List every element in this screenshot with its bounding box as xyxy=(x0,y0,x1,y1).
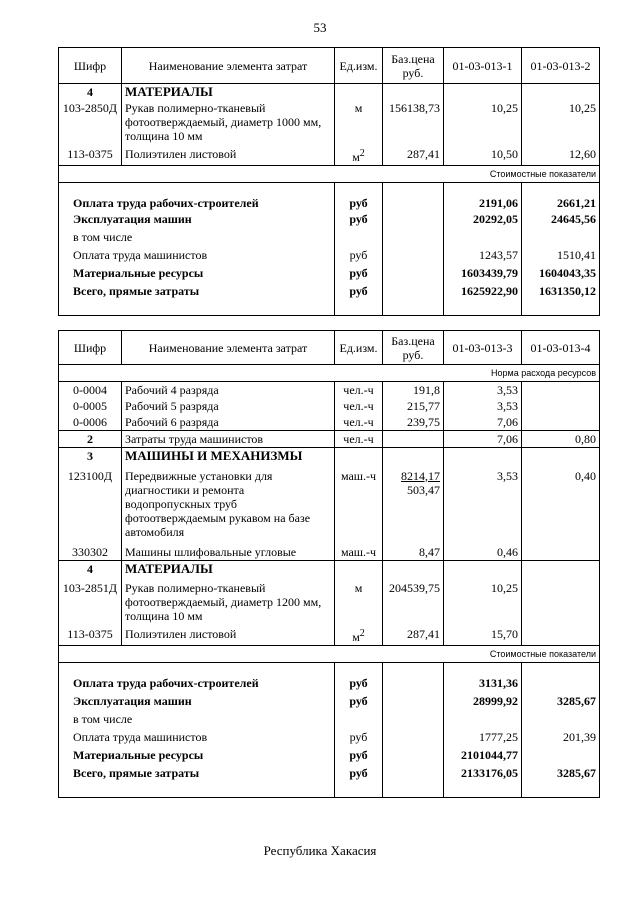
row-unit xyxy=(335,146,383,166)
table-row xyxy=(59,414,600,431)
table-header-row xyxy=(59,48,600,84)
summary-label: Эксплуатация машин xyxy=(59,693,335,711)
summary-value-1: 2133176,05 xyxy=(444,765,522,783)
summary-unit: руб xyxy=(335,747,383,765)
row-name: Передвижные установки для диагностики и ремонта водопропускных труб фотоотверждаемым рукавом на базе автомобиля xyxy=(122,468,335,544)
price-underlined: 8214,17 xyxy=(401,468,440,483)
header-name: Наименование элемента затрат xyxy=(122,331,335,365)
row-price: 287,41 xyxy=(383,626,444,646)
table-row xyxy=(59,580,600,626)
row-value-1: 7,06 xyxy=(444,431,522,448)
row-code: 123100Д xyxy=(59,468,122,544)
row-unit xyxy=(335,626,383,646)
header-base-price: Баз.цена руб. xyxy=(383,331,444,365)
summary-value-1: 3131,36 xyxy=(444,675,522,693)
summary-value-1: 1625922,90 xyxy=(444,283,522,301)
row-value-2: 12,60 xyxy=(522,146,600,166)
section-title: МАШИНЫ И МЕХАНИЗМЫ xyxy=(122,448,335,468)
row-unit: чел.-ч xyxy=(335,398,383,414)
cost-table-1 xyxy=(58,47,600,316)
summary-value-1: 1603439,79 xyxy=(444,265,522,283)
summary-label: Оплата труда рабочих-строителей xyxy=(59,195,335,211)
row-price: 215,77 xyxy=(383,398,444,414)
row-price: 287,41 xyxy=(383,146,444,166)
summary-unit: руб xyxy=(335,765,383,783)
row-value-2 xyxy=(522,398,600,414)
header-name: Наименование элемента затрат xyxy=(122,48,335,84)
row-price: 191,8 xyxy=(383,382,444,399)
section-code: 3 xyxy=(59,448,122,468)
table-row xyxy=(59,100,600,146)
row-code: 0-0006 xyxy=(59,414,122,431)
row-unit: м xyxy=(335,100,383,146)
summary-row xyxy=(59,693,600,711)
unit-sup: 2 xyxy=(359,628,365,639)
summary-label: Материальные ресурсы xyxy=(59,747,335,765)
header-code: Шифр xyxy=(59,48,122,84)
price-second: 503,47 xyxy=(407,482,440,497)
row-price: 204539,75 xyxy=(383,580,444,626)
row-value-2: 0,80 xyxy=(522,431,600,448)
summary-label: Эксплуатация машин xyxy=(59,211,335,229)
summary-unit: руб xyxy=(335,729,383,747)
summary-value-1: 2101044,77 xyxy=(444,747,522,765)
row-value-1: 0,46 xyxy=(444,544,522,561)
row-price: 156138,73 xyxy=(383,100,444,146)
summary-value-2: 3285,67 xyxy=(522,693,600,711)
summary-row xyxy=(59,195,600,211)
header-col2: 01-03-013-2 xyxy=(522,48,600,84)
row-value-1: 3,53 xyxy=(444,398,522,414)
summary-row xyxy=(59,247,600,265)
unit-sup: 2 xyxy=(359,148,365,159)
summary-row xyxy=(59,265,600,283)
summary-value-2 xyxy=(522,675,600,693)
table-row xyxy=(59,398,600,414)
cost-table-2 xyxy=(58,330,600,798)
section-title: МАТЕРИАЛЫ xyxy=(122,560,335,580)
row-price xyxy=(383,431,444,448)
header-unit: Ед.изм. xyxy=(335,48,383,84)
row-code: 330302 xyxy=(59,544,122,561)
row-code: 113-0375 xyxy=(59,626,122,646)
norm-note: Норма расхода ресурсов xyxy=(59,365,600,382)
row-name: Полиэтилен листовой xyxy=(122,626,335,646)
summary-label: в том числе xyxy=(59,229,335,247)
row-unit: чел.-ч xyxy=(335,431,383,448)
row-name: Рукав полимерно-тканевый фотоотверждаемый, диаметр 1000 мм, толщина 10 мм xyxy=(122,100,335,146)
cost-note-row xyxy=(59,166,600,183)
row-value-2: 10,25 xyxy=(522,100,600,146)
summary-row xyxy=(59,229,600,247)
row-value-2 xyxy=(522,382,600,399)
summary-value-1: 1243,57 xyxy=(444,247,522,265)
table-header-row xyxy=(59,331,600,365)
summary-label: Оплата труда машинистов xyxy=(59,729,335,747)
unit-text: м xyxy=(352,630,360,644)
summary-value-2: 201,39 xyxy=(522,729,600,747)
row-price xyxy=(383,468,444,544)
unit-text: м xyxy=(352,150,360,164)
row-value-1: 10,50 xyxy=(444,146,522,166)
summary-label: Всего, прямые затраты xyxy=(59,283,335,301)
summary-row xyxy=(59,283,600,301)
summary-label: Оплата труда машинистов xyxy=(59,247,335,265)
row-value-2 xyxy=(522,544,600,561)
table-row xyxy=(59,431,600,448)
row-value-1: 3,53 xyxy=(444,382,522,399)
cost-note: Стоимостные показатели xyxy=(59,166,600,183)
summary-value-1: 20292,05 xyxy=(444,211,522,229)
section-code: 4 xyxy=(59,560,122,580)
header-col1: 01-03-013-3 xyxy=(444,331,522,365)
summary-unit: руб xyxy=(335,247,383,265)
row-value-1: 10,25 xyxy=(444,100,522,146)
row-value-2: 0,40 xyxy=(522,468,600,544)
row-value-2 xyxy=(522,414,600,431)
row-code: 2 xyxy=(59,431,122,448)
row-unit: маш.-ч xyxy=(335,544,383,561)
summary-value-2: 1631350,12 xyxy=(522,283,600,301)
summary-row xyxy=(59,747,600,765)
row-value-2 xyxy=(522,580,600,626)
row-name: Полиэтилен листовой xyxy=(122,146,335,166)
row-name: Рукав полимерно-тканевый фотоотверждаемый, диаметр 1200 мм, толщина 10 мм xyxy=(122,580,335,626)
header-col1: 01-03-013-1 xyxy=(444,48,522,84)
row-code: 113-0375 xyxy=(59,146,122,166)
section-row xyxy=(59,560,600,580)
row-unit: маш.-ч xyxy=(335,468,383,544)
summary-row xyxy=(59,675,600,693)
row-value-1: 15,70 xyxy=(444,626,522,646)
header-unit: Ед.изм. xyxy=(335,331,383,365)
summary-unit: руб xyxy=(335,693,383,711)
section-title: МАТЕРИАЛЫ xyxy=(122,84,335,101)
summary-unit: руб xyxy=(335,211,383,229)
row-code: 103-2850Д xyxy=(59,100,122,146)
norm-note-row xyxy=(59,365,600,382)
row-price: 239,75 xyxy=(383,414,444,431)
summary-unit: руб xyxy=(335,675,383,693)
summary-label: Материальные ресурсы xyxy=(59,265,335,283)
row-name: Рабочий 4 разряда xyxy=(122,382,335,399)
summary-row xyxy=(59,711,600,729)
summary-value-2 xyxy=(522,747,600,765)
header-col2: 01-03-013-4 xyxy=(522,331,600,365)
cost-note: Стоимостные показатели xyxy=(59,646,600,663)
row-value-1: 7,06 xyxy=(444,414,522,431)
section-code: 4 xyxy=(59,84,122,101)
table-row xyxy=(59,626,600,646)
row-name: Рабочий 5 разряда xyxy=(122,398,335,414)
summary-row xyxy=(59,729,600,747)
summary-unit: руб xyxy=(335,195,383,211)
header-base-price: Баз.цена руб. xyxy=(383,48,444,84)
summary-value-1: 28999,92 xyxy=(444,693,522,711)
row-value-1: 3,53 xyxy=(444,468,522,544)
table-row xyxy=(59,146,600,166)
section-row xyxy=(59,84,600,101)
row-name: Рабочий 6 разряда xyxy=(122,414,335,431)
summary-value-2: 1604043,35 xyxy=(522,265,600,283)
row-unit: м xyxy=(335,580,383,626)
section-row xyxy=(59,448,600,468)
table-row xyxy=(59,382,600,399)
row-code: 103-2851Д xyxy=(59,580,122,626)
row-name: Машины шлифовальные угловые xyxy=(122,544,335,561)
summary-label: Оплата труда рабочих-строителей xyxy=(59,675,335,693)
summary-value-1: 2191,06 xyxy=(444,195,522,211)
summary-value-2: 24645,56 xyxy=(522,211,600,229)
summary-label: Всего, прямые затраты xyxy=(59,765,335,783)
row-name: Затраты труда машинистов xyxy=(122,431,335,448)
summary-unit: руб xyxy=(335,283,383,301)
row-unit: чел.-ч xyxy=(335,382,383,399)
table-row xyxy=(59,468,600,544)
row-code: 0-0005 xyxy=(59,398,122,414)
row-code: 0-0004 xyxy=(59,382,122,399)
summary-value-2: 2661,21 xyxy=(522,195,600,211)
page-number: 53 xyxy=(313,20,327,35)
row-value-1: 10,25 xyxy=(444,580,522,626)
table-row xyxy=(59,544,600,561)
summary-unit: руб xyxy=(335,265,383,283)
footer-region: Республика Хакасия xyxy=(263,843,377,858)
summary-value-2: 1510,41 xyxy=(522,247,600,265)
summary-value-2: 3285,67 xyxy=(522,765,600,783)
summary-value-1: 1777,25 xyxy=(444,729,522,747)
summary-row xyxy=(59,765,600,783)
row-price: 8,47 xyxy=(383,544,444,561)
header-code: Шифр xyxy=(59,331,122,365)
summary-label: в том числе xyxy=(59,711,335,729)
summary-row xyxy=(59,211,600,229)
row-unit: чел.-ч xyxy=(335,414,383,431)
cost-note-row xyxy=(59,646,600,663)
row-value-2 xyxy=(522,626,600,646)
